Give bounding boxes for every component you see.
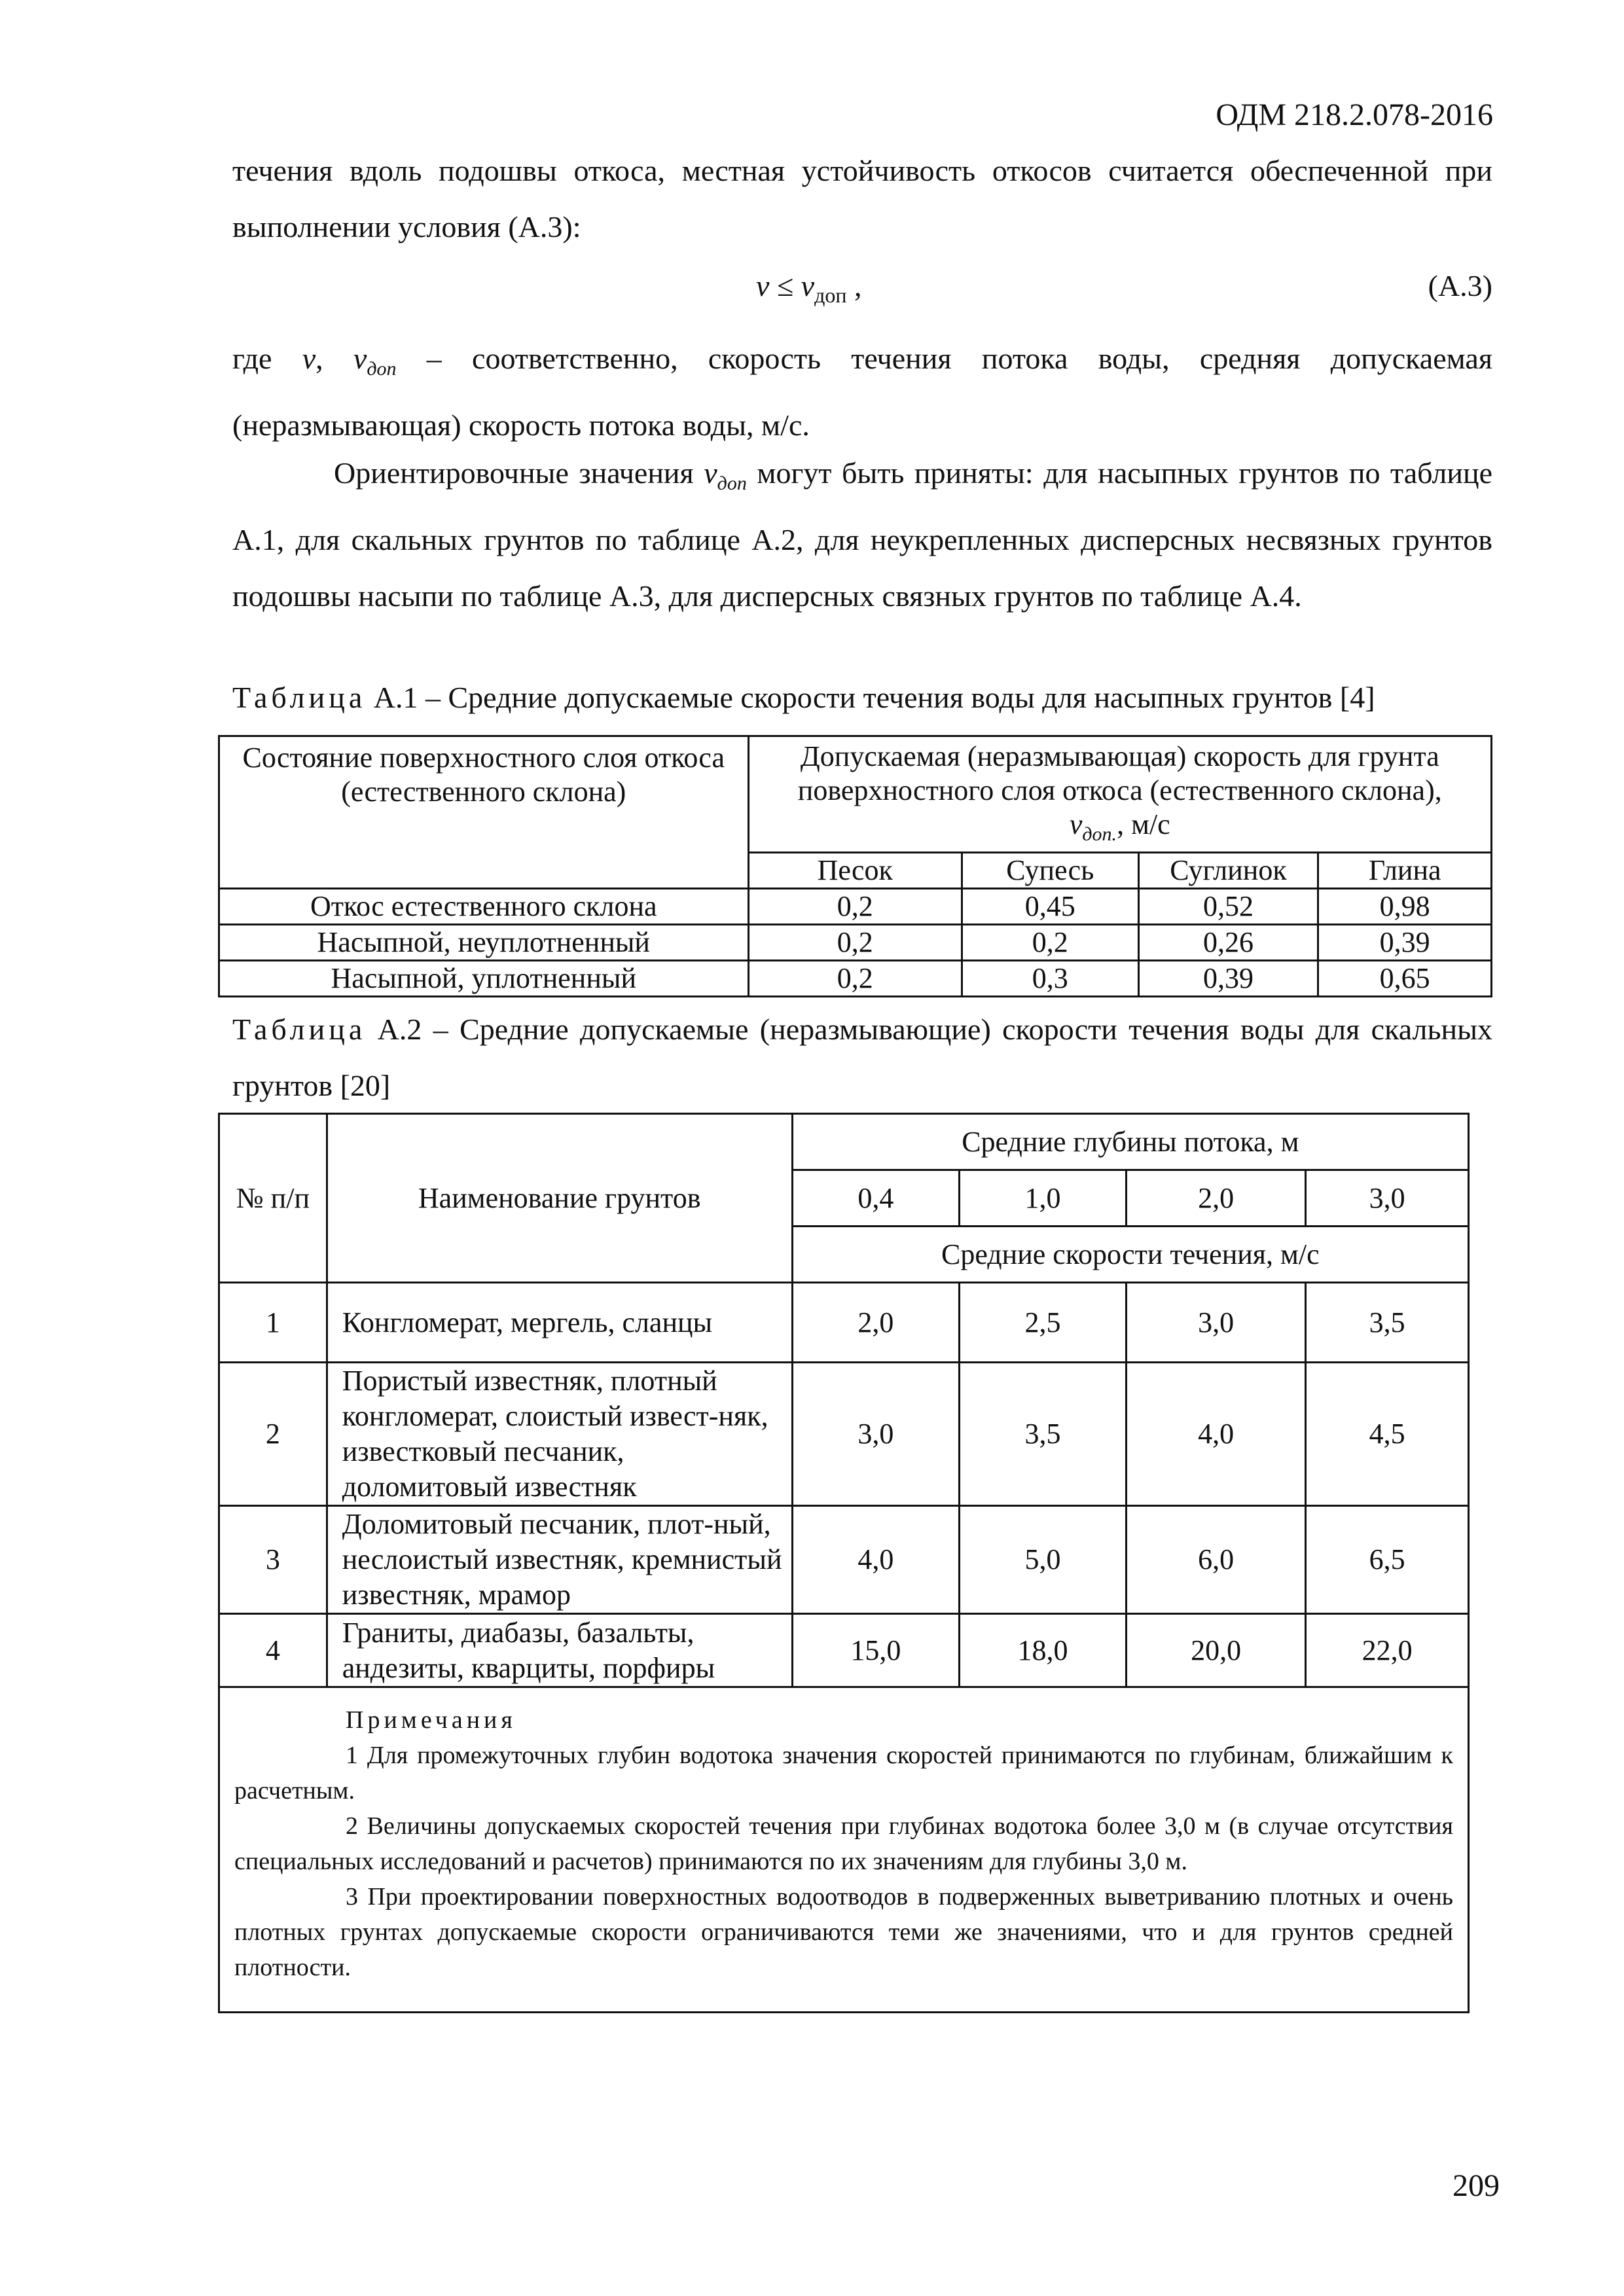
cell: 3,0 [1126,1283,1306,1363]
var-vdop-2 [704,456,747,495]
table-row [219,1283,1469,1363]
table-row [219,924,1492,960]
cell: 0,98 [1318,888,1492,924]
paragraph-3 [232,445,1492,624]
p3-prefix: Ориентировочные значения [334,456,704,490]
table1-group-header-var [1069,808,1117,845]
p3-rest: могут быть приняты: для насыпных грунтов по таблице А.1, для скальных грунтов по таблице А.2, для неукрепленных дисперсных несвязных грунтов подошвы насыпи по таблице А.3, для дисперсных связных грунтов по таблице А.4. [232,456,1492,613]
table-row [219,1614,1469,1687]
var-vdop-text: v [353,342,367,375]
cell: 20,0 [1126,1614,1306,1687]
cell: 0,2 [748,924,962,960]
p2-prefix: где [232,342,302,375]
page-number: 209 [1453,2168,1500,2203]
cell: 0,39 [1318,924,1492,960]
table2-depth: 0,4 [792,1170,960,1227]
table1-group-header-text: Допускаемая (неразмывающая) скорость для грунта поверхностного слоя откоса (естественного склона), [797,740,1442,806]
table1-group-header [748,736,1491,853]
table1-group-header-unit: , м/с [1117,808,1170,840]
cell: 3,5 [960,1363,1127,1506]
cell: 22,0 [1306,1614,1469,1687]
row-number: 1 [219,1283,327,1363]
var-vdop-2-sub: доп [717,473,747,495]
table2-num-header: № п/п [219,1114,327,1283]
cell: 0,2 [962,924,1138,960]
cell: 0,45 [962,888,1138,924]
cell: 3,0 [792,1363,960,1506]
row-number: 2 [219,1363,327,1506]
formula-number: (А.3) [1428,269,1492,302]
table1-group-header-var-sub: доп. [1082,823,1117,845]
table-a1 [218,735,1492,997]
var-vdop [353,342,397,380]
table1-col0-header: Состояние поверхностного слоя откоса (естественного склона) [219,736,749,889]
table1-col-header: Суглинок [1138,852,1318,888]
table2-caption [232,1001,1492,1114]
table1-caption-text: А.1 – Средние допускаемые скорости течения воды для насыпных грунтов [4] [366,681,1375,714]
note-item: 2 Величины допускаемых скоростей течения при глубинах водотока более 3,0 м (в случае отсутствия специальных исследований и расчетов) принимаются по их значениям для глубины 3,0 м. [234,1812,1453,1875]
paragraph-2 [232,331,1492,454]
table2-speed-header: Средние скорости течения, м/с [792,1227,1468,1283]
table2-depth: 3,0 [1306,1170,1469,1227]
cell: 4,0 [1126,1363,1306,1506]
soil-name: Пористый известняк, плотный конгломерат, слоистый извест-няк, известковый песчаник, доломитовый известняк [327,1363,792,1506]
table2-depth: 1,0 [960,1170,1127,1227]
formula-subscript: доп [814,283,847,308]
soil-name: Граниты, диабазы, базальты, андезиты, кварциты, порфиры [327,1614,792,1687]
row-number: 3 [219,1506,327,1614]
cell: 0,39 [1138,960,1318,996]
cell: 5,0 [960,1506,1127,1614]
table2-name-header: Наименование грунтов [327,1114,792,1283]
paragraph-2-text [232,331,1492,454]
table2-header-row-1 [219,1114,1469,1170]
cell: 4,5 [1306,1363,1469,1506]
cell: 6,0 [1126,1506,1306,1614]
table2-caption-rest: А.2 – Средние допускаемые (неразмывающие) скорости течения воды для скальных грунтов [20] [232,1013,1492,1102]
table1-caption [232,670,1492,726]
table-row [219,960,1492,996]
table2-caption-text [232,1001,1492,1114]
row-label: Насыпной, неуплотненный [219,924,749,960]
var-vdop-2-text: v [704,456,717,490]
document-code: ОДМ 218.2.078-2016 [1216,98,1493,132]
table2-caption-word: Таблица [232,1013,367,1046]
table-row [219,1363,1469,1506]
cell: 15,0 [792,1614,960,1687]
table2-notes-row [219,1687,1469,2013]
soil-name: Конгломерат, мергель, сланцы [327,1283,792,1363]
table2-depth: 2,0 [1126,1170,1306,1227]
row-label: Откос естественного склона [219,888,749,924]
cell: 0,26 [1138,924,1318,960]
note-item: 1 Для промежуточных глубин водотока значения скоростей принимаются по глубинам, ближайшим к расчетным. [234,1742,1453,1804]
table2-notes [219,1687,1469,2013]
note-item: 3 При проектировании поверхностных водоотводов в подверженных выветриванию плотных и очень плотных грунтах допускаемые скорости ограничиваются теми же значениями, что и для грунтов средней плотности. [234,1883,1453,1981]
cell: 0,2 [748,960,962,996]
p2-rest: – соответственно, скорость течения потока воды, средняя допускаемая (неразмывающая) скорость потока воды, м/с. [232,342,1492,442]
cell: 18,0 [960,1614,1127,1687]
formula-expression [756,268,862,308]
paragraph-3-text [232,445,1492,624]
cell: 0,2 [748,888,962,924]
table1-header-row [219,736,1492,853]
formula-lhs: v ≤ v [756,269,815,302]
table2-depth-header: Средние глубины потока, м [792,1114,1468,1170]
table1-group-header-var-text: v [1069,808,1083,840]
cell: 2,5 [960,1283,1127,1363]
cell: 0,52 [1138,888,1318,924]
var-v-text: v [302,342,316,375]
table1-caption-word: Таблица [232,681,367,714]
var-v [302,342,316,375]
paragraph-1 [232,143,1492,255]
paragraph-1-text: течения вдоль подошвы откоса, местная устойчивость откосов считается обеспеченной при выполнении условия (А.3): [232,154,1492,243]
var-vdop-sub: доп [367,358,397,380]
row-label: Насыпной, уплотненный [219,960,749,996]
table1-col-header: Глина [1318,852,1492,888]
table-a2 [218,1113,1470,2013]
notes-title: Примечания [346,1706,516,1734]
cell: 2,0 [792,1283,960,1363]
cell: 0,3 [962,960,1138,996]
cell: 4,0 [792,1506,960,1614]
table1-col-header: Супесь [962,852,1138,888]
cell: 0,65 [1318,960,1492,996]
table-row [219,1506,1469,1614]
table1-col-header: Песок [748,852,962,888]
cell: 3,5 [1306,1283,1469,1363]
soil-name: Доломитовый песчаник, плот-ный, неслоистый известняк, кремнистый известняк, мрамор [327,1506,792,1614]
row-number: 4 [219,1614,327,1687]
formula-a3 [232,268,1492,321]
cell: 6,5 [1306,1506,1469,1614]
formula-tail: , [846,269,862,302]
table-row [219,888,1492,924]
p2-separator: , [316,342,353,375]
